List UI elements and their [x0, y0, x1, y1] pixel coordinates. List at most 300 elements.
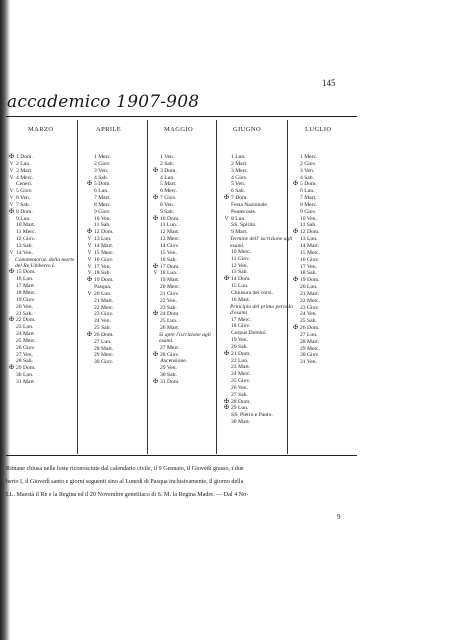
calendar-day [291, 298, 320, 305]
calendar-day [291, 291, 320, 298]
blank-marker [85, 188, 94, 195]
day-text: 17 Ven. [300, 263, 317, 270]
calendar-day [7, 202, 79, 209]
blank-marker [151, 175, 160, 182]
day-text: 14 Giov. [160, 242, 180, 249]
day-text: 14 Dom. [231, 276, 251, 283]
calendar-day [7, 311, 79, 318]
maltese-cross-icon: ✠ [8, 269, 15, 276]
day-text: 7 Giov. [160, 195, 177, 202]
blank-marker [222, 344, 231, 351]
maltese-cross-icon: ✠ [152, 311, 159, 318]
calendar-day [85, 236, 114, 243]
month-column-luglio [291, 154, 320, 366]
maltese-cross-icon: ✠ [152, 378, 159, 385]
day-text: 25 Giov. [231, 378, 251, 385]
calendar-day [85, 257, 114, 264]
blank-marker [291, 168, 300, 175]
blank-marker [7, 276, 16, 283]
calendar-day [222, 202, 294, 209]
maltese-cross-icon: ✠ [223, 195, 230, 202]
day-text: 16 Giov. [94, 256, 114, 263]
day-text: 16 Sab. [160, 256, 177, 263]
blank-marker [85, 352, 94, 359]
day-text: 29 Merc. [300, 345, 321, 352]
calendar-day [151, 264, 223, 271]
calendar-day [7, 297, 79, 304]
day-text: 23 Lun. [16, 324, 34, 331]
day-text: 8 Dom. [16, 208, 33, 215]
day-text: 13 Sab. [16, 242, 33, 249]
blank-marker [291, 257, 300, 264]
blank-marker [222, 364, 231, 371]
blank-marker [222, 263, 231, 270]
day-text: 4 Sab. [94, 174, 108, 181]
blank-marker [7, 229, 16, 236]
calendar-day [222, 269, 294, 276]
calendar-day [291, 339, 320, 346]
day-text: SS. Spirito. [231, 222, 257, 229]
blank-marker [222, 283, 231, 290]
blank-marker [222, 209, 231, 216]
calendar-day [151, 250, 223, 257]
blank-marker [291, 359, 300, 366]
day-text: 11 Lun. [160, 222, 178, 229]
calendar-day [151, 277, 223, 284]
calendar-day [85, 291, 114, 298]
calendar-day [151, 181, 223, 188]
calendar-day [7, 188, 79, 195]
blank-marker [7, 338, 16, 345]
blank-marker [291, 346, 300, 353]
blank-marker [291, 332, 300, 339]
blank-marker [7, 216, 16, 223]
day-text: 29 Merc. [94, 352, 115, 359]
calendar-day [151, 195, 223, 202]
day-text: 6 Lun. [300, 188, 315, 195]
blank-marker [291, 311, 300, 318]
calendar-day [222, 330, 294, 337]
day-text: 6 Merc. [160, 188, 178, 195]
day-text: 31 Ven. [300, 359, 317, 366]
calendar-day [291, 236, 320, 243]
blank-marker [151, 229, 160, 236]
calendar-day [222, 229, 294, 236]
month-column-aprile [85, 154, 114, 366]
blank-marker [222, 154, 231, 161]
day-text: 30 Giov. [300, 352, 320, 359]
calendar-day [291, 264, 320, 271]
day-text: Corpus Domini. [231, 330, 268, 337]
calendar-day [222, 216, 294, 223]
day-text: 24 Dom. [160, 311, 180, 318]
calendar-day [222, 399, 294, 406]
calendar-day [85, 250, 114, 257]
calendar-day [85, 332, 114, 339]
maltese-cross-icon: ✠ [292, 229, 299, 236]
calendar-day [222, 154, 294, 161]
calendar-day [151, 284, 223, 291]
day-text: 22 Lun. [231, 357, 249, 364]
calendar-day [151, 168, 223, 175]
calendar-day [291, 195, 320, 202]
blank-marker [85, 346, 94, 353]
blank-marker [222, 222, 231, 229]
day-text: 8 Merc. [94, 201, 112, 208]
blank-marker [291, 284, 300, 291]
calendar-day [222, 263, 294, 270]
day-text: 11 Sab. [94, 222, 111, 229]
v-letter-icon: V [87, 290, 92, 297]
blank-marker [222, 330, 231, 337]
blank-marker [151, 325, 160, 332]
calendar-day [85, 188, 114, 195]
calendar-day [7, 175, 79, 182]
calendar-day [85, 209, 114, 216]
maltese-cross-icon: ✠ [86, 229, 93, 236]
calendar-day [222, 364, 294, 371]
calendar-day [7, 290, 79, 297]
v-letter-icon: V [9, 167, 14, 174]
v-letter-icon: V [9, 195, 14, 202]
blank-marker [151, 365, 160, 372]
blank-marker [291, 291, 300, 298]
maltese-cross-icon: ✠ [223, 398, 230, 405]
day-text: 18 Lun. [160, 270, 178, 277]
day-text: 9 Lun. [16, 215, 31, 222]
day-text: 4 Sab. [300, 174, 314, 181]
blank-marker [222, 290, 231, 297]
blank-marker [291, 195, 300, 202]
day-text: 27 Lun. [300, 331, 318, 338]
day-text: 3 Ven. [94, 167, 109, 174]
day-text: 14 Mart. [94, 242, 114, 249]
calendar-day [85, 277, 114, 284]
blank-marker [151, 161, 160, 168]
day-text: 30 Giov. [94, 359, 114, 366]
maltese-cross-icon: ✠ [292, 277, 299, 284]
calendar-day [85, 229, 114, 236]
calendar-day [85, 352, 114, 359]
calendar-day [222, 249, 294, 256]
calendar-day [85, 202, 114, 209]
maltese-cross-icon: ✠ [152, 351, 159, 358]
calendar-day [222, 188, 294, 195]
blank-marker [151, 257, 160, 264]
maltese-cross-icon: ✠ [152, 215, 159, 222]
blank-marker [7, 345, 16, 352]
v-letter-icon: V [87, 270, 92, 277]
calendar-day [151, 229, 223, 236]
day-text: 22 Merc. [300, 297, 321, 304]
footer-line: LL. Maestà il Re e la Regina ed il 20 Novembre genetliaco di S. M. la Regina Madre. — Dal 4 No- [6, 491, 249, 498]
day-text: 24 Ven. [94, 318, 111, 325]
calendar-day [7, 229, 79, 236]
day-text: 19 Giov. [16, 296, 36, 303]
v-letter-icon: V [153, 270, 158, 277]
calendar-note [151, 332, 223, 345]
blank-marker [85, 311, 94, 318]
blank-marker [85, 359, 94, 366]
day-text: 20 Sab. [231, 343, 248, 350]
calendar-day [291, 257, 320, 264]
blank-marker [85, 325, 94, 332]
day-text: 26 Mart. [160, 325, 180, 332]
day-text: 22 Merc. [94, 304, 115, 311]
calendar-day [222, 256, 294, 263]
day-text: 2 Giov. [300, 160, 317, 167]
note-text: Commemoraz. della morte del Re Umberto I. [15, 256, 75, 270]
blank-marker [222, 168, 231, 175]
calendar-day [151, 291, 223, 298]
blank-marker [7, 222, 16, 229]
calendar-day [151, 352, 223, 359]
blank-marker [151, 222, 160, 229]
calendar-day [151, 365, 223, 372]
calendar-day [222, 195, 294, 202]
month-column-giugno [222, 154, 294, 426]
maltese-cross-icon: ✠ [223, 276, 230, 283]
month-header-luglio: LUGLIO [305, 126, 332, 133]
maltese-cross-icon: ✠ [152, 263, 159, 270]
blank-marker [85, 216, 94, 223]
day-text: 4 Lun. [160, 174, 175, 181]
day-text: 12 Dom. [94, 229, 114, 236]
calendar-day [7, 168, 79, 175]
blank-marker [222, 317, 231, 324]
calendar-day [222, 378, 294, 385]
calendar-day [151, 318, 223, 325]
calendar-day [7, 269, 79, 276]
day-text: 8 Ven. [160, 201, 175, 208]
calendar-day [291, 332, 320, 339]
calendar-day [151, 154, 223, 161]
day-text: 23 Mart. [231, 364, 251, 371]
column-divider [147, 120, 148, 454]
calendar-day [7, 222, 79, 229]
calendar-day [7, 338, 79, 345]
month-header-maggio: MAGGIO [164, 126, 194, 133]
maltese-cross-icon: ✠ [8, 317, 15, 324]
v-letter-icon: V [9, 188, 14, 195]
blank-marker [222, 392, 231, 399]
blank-marker [222, 358, 231, 365]
blank-marker [7, 181, 16, 188]
day-text: 5 Dom. [94, 181, 111, 188]
day-text: 19 Mart. [160, 277, 180, 284]
calendar-day [85, 284, 114, 291]
day-text: 21 Sab. [16, 310, 33, 317]
day-text: 7 Sab. [16, 201, 30, 208]
month-header-giugno: GIUGNO [233, 126, 262, 133]
day-text: 28 Dom. [231, 398, 251, 405]
day-text: 6 Lun. [94, 188, 109, 195]
day-text: 17 Mart. [16, 283, 36, 290]
calendar-day [7, 317, 79, 324]
calendar-day [222, 323, 294, 330]
day-text: 15 Ven. [160, 249, 177, 256]
day-text: 15 Merc. [300, 249, 321, 256]
calendar-day [85, 161, 114, 168]
day-text: 15 Lun. [231, 283, 249, 290]
day-text: 11 Sab. [300, 222, 317, 229]
calendar-day [222, 419, 294, 426]
blank-marker [222, 249, 231, 256]
blank-marker [151, 202, 160, 209]
calendar-day [85, 243, 114, 250]
blank-marker [222, 181, 231, 188]
calendar-day [222, 371, 294, 378]
blank-marker [85, 284, 94, 291]
calendar-day [151, 175, 223, 182]
day-text: 26 Dom. [300, 325, 320, 332]
calendar-day [151, 222, 223, 229]
day-text: 5 Giov. [16, 188, 33, 195]
calendar-day [7, 304, 79, 311]
calendar-day [7, 283, 79, 290]
blank-marker [85, 339, 94, 346]
v-letter-icon: V [87, 236, 92, 243]
v-letter-icon: V [87, 242, 92, 249]
day-text: 15 Dom. [16, 269, 36, 276]
maltese-cross-icon: ✠ [292, 325, 299, 332]
month-header-aprile: APRILE [96, 126, 122, 133]
day-text: 11 Giov. [231, 255, 251, 262]
day-text: 4 Giov. [231, 174, 248, 181]
calendar-day [151, 243, 223, 250]
calendar-day [85, 346, 114, 353]
blank-marker [7, 372, 16, 379]
v-letter-icon: V [9, 160, 14, 167]
calendar-day [151, 202, 223, 209]
day-text: 23 Sab. [160, 304, 177, 311]
maltese-cross-icon: ✠ [8, 154, 15, 160]
day-text: Pasqua. [94, 284, 112, 291]
calendar-day [85, 325, 114, 332]
day-text: 1 Merc. [300, 154, 318, 160]
day-text: 23 Giov. [94, 311, 114, 318]
blank-marker [151, 154, 160, 161]
calendar-day [85, 339, 114, 346]
calendar-day [151, 257, 223, 264]
day-text: 5 Mart. [160, 181, 177, 188]
blank-marker [222, 385, 231, 392]
maltese-cross-icon: ✠ [8, 208, 15, 215]
day-text: 27 Lun. [94, 338, 112, 345]
day-text: 20 Ven. [16, 303, 33, 310]
day-text: 27 Ven. [16, 351, 33, 358]
calendar-day [151, 216, 223, 223]
maltese-cross-icon: ✠ [86, 331, 93, 338]
day-text: 6 Sab. [231, 188, 245, 195]
blank-marker [291, 236, 300, 243]
calendar-day [222, 412, 294, 419]
day-text: 6 Ven. [16, 195, 31, 202]
blank-marker [85, 298, 94, 305]
day-text: 10 Mart. [16, 222, 36, 229]
calendar-day [291, 277, 320, 284]
calendar-day [85, 311, 114, 318]
blank-marker [222, 371, 231, 378]
blank-marker [151, 345, 160, 352]
calendar-day [151, 358, 223, 365]
day-text: 26 Giov. [16, 344, 36, 351]
day-text: 12 Dom. [300, 229, 320, 236]
day-text: 19 Dom. [300, 277, 320, 284]
calendar-day [85, 181, 114, 188]
calendar-day [291, 359, 320, 366]
day-text: 18 Merc. [16, 290, 37, 296]
day-text: 10 Merc. [231, 248, 252, 255]
day-text: 20 Lun. [300, 284, 318, 291]
day-text: 1 Ven. [160, 154, 175, 160]
calendar-note [222, 236, 294, 249]
day-text: 27 Sab. [231, 391, 248, 398]
blank-marker [151, 298, 160, 305]
blank-marker [291, 161, 300, 168]
blank-marker [85, 168, 94, 175]
calendar-day [222, 358, 294, 365]
calendar-day [85, 318, 114, 325]
calendar-day [222, 392, 294, 399]
calendar-day [7, 195, 79, 202]
day-text: 22 Ven. [160, 297, 177, 304]
calendar-day [7, 243, 79, 250]
calendar-day [85, 298, 114, 305]
blank-marker [222, 337, 231, 344]
calendar-day [151, 305, 223, 312]
maltese-cross-icon: ✠ [86, 181, 93, 188]
blank-marker [85, 154, 94, 161]
maltese-cross-icon: ✠ [152, 195, 159, 202]
blank-marker [222, 419, 231, 426]
day-text: 8 Lun. [231, 215, 246, 222]
blank-marker [85, 195, 94, 202]
day-text: 25 Lun. [160, 318, 178, 325]
blank-marker [151, 291, 160, 298]
blank-marker [7, 236, 16, 243]
blank-marker [222, 202, 231, 209]
calendar-day [151, 298, 223, 305]
calendar-day [291, 346, 320, 353]
blank-marker [7, 324, 16, 331]
blank-marker [7, 331, 16, 338]
day-text: 20 Lun. [94, 290, 112, 297]
blank-marker [291, 188, 300, 195]
day-text: 17 Ven. [94, 263, 111, 270]
day-text: 20 Merc. [160, 284, 181, 291]
calendar-day [85, 154, 114, 161]
day-text: 12 Giov. [16, 236, 36, 243]
blank-marker [151, 243, 160, 250]
blank-marker [85, 161, 94, 168]
day-text: 2 Lun. [16, 160, 31, 167]
day-text: 25 Merc. [16, 337, 37, 344]
calendar-day [291, 216, 320, 223]
day-text: Pentecoste. [231, 208, 257, 215]
footer-note [6, 463, 358, 501]
note-text: Termine dell' iscrizione agli esami. [230, 236, 293, 249]
blank-marker [291, 243, 300, 250]
v-letter-icon: V [87, 256, 92, 263]
calendar-day [7, 250, 79, 257]
calendar-day [222, 317, 294, 324]
blank-marker [7, 304, 16, 311]
day-text: 12 Mart. [160, 229, 180, 236]
day-text: 21 Mart. [94, 297, 114, 304]
calendar-day [291, 202, 320, 209]
day-text: 10 Dom. [160, 215, 180, 222]
